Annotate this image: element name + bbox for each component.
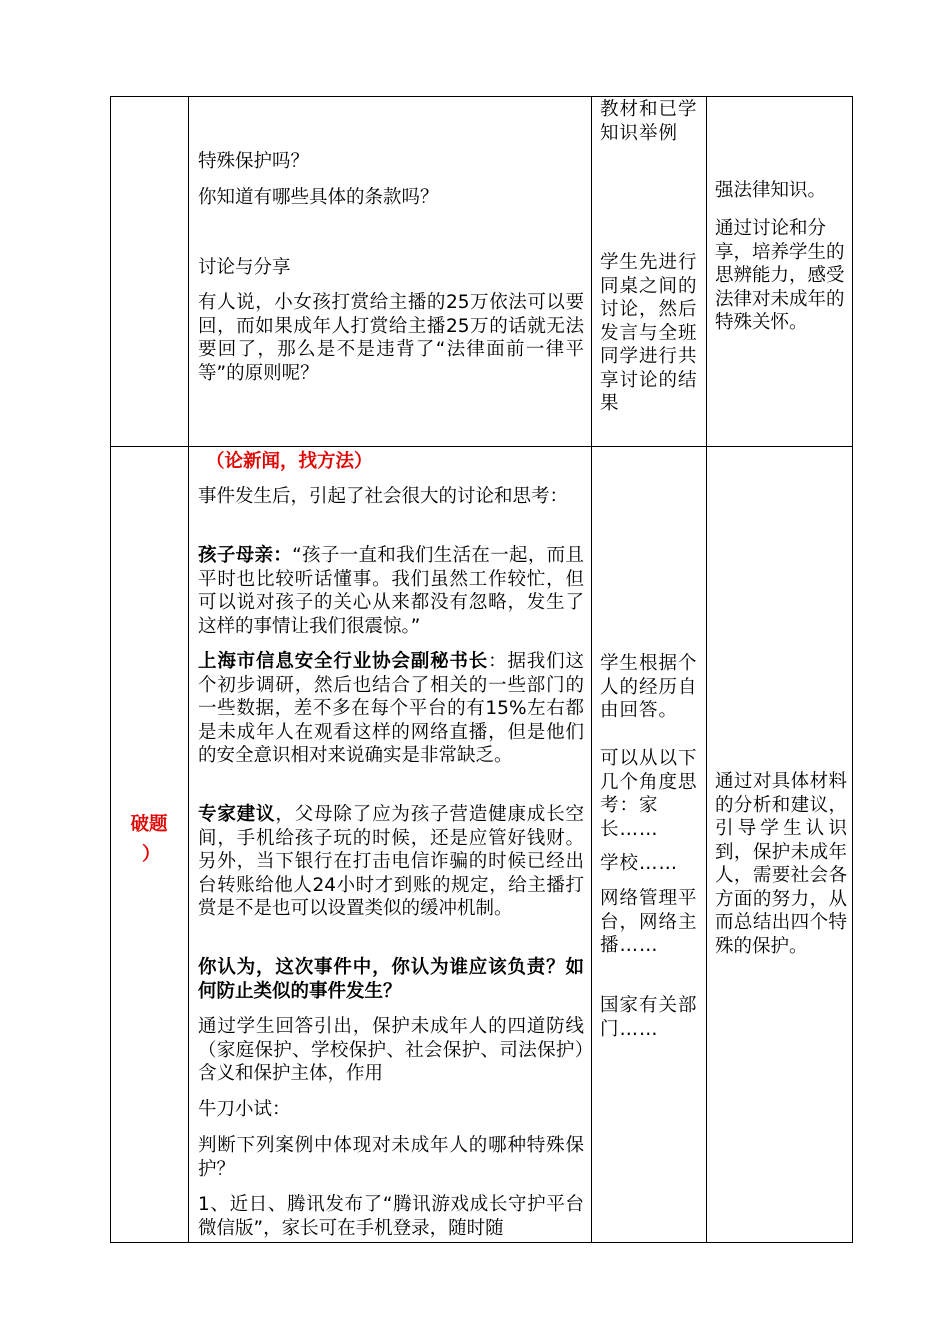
- speaker-mother: 孩子母亲：: [198, 545, 293, 566]
- intent-summary: 通过对具体材料的分析和建议，引导学生认识到，保护未成年人，需要社会各方面的努力，从而总结出四个特殊的保护。: [715, 771, 847, 957]
- table-border-left: [110, 96, 111, 1243]
- answer-platform: 网络管理平台，网络主播……: [600, 888, 698, 956]
- para-event-intro: 事件发生后，引起了社会很大的讨论和思考：: [198, 486, 569, 507]
- answer-school: 学校……: [600, 853, 679, 874]
- table-border-bottom: [110, 1242, 853, 1243]
- speaker-expert: 专家建议: [198, 804, 276, 825]
- quote-association: ：据我们这个初步调研，然后也结合了相关的一些部门的一些数据，差不多在每个平台的有15%左右都是未成年人在观看这样的网络直播，但是他们的安全意识相对来说确实是非常缺乏。: [198, 651, 584, 766]
- intent-2: 通过讨论和分享，培养学生的思辨能力，感受法律对未成年的特殊关怀。: [715, 218, 845, 333]
- answer-government: 国家有关部门……: [600, 995, 698, 1040]
- para-association: [198, 650, 584, 768]
- student-activity-1: 教材和已学知识举例: [600, 99, 698, 144]
- line-question-paragraph: 有人说，小女孩打赏给主播的25万依法可以要回，而如果成年人打赏给主播25万的话就无法要回了，那么是不是违背了“法律面前一律平等”的原则呢？: [198, 292, 584, 384]
- para-try: 牛刀小试：: [198, 1099, 291, 1120]
- para-four-lines: 通过学生回答引出，保护未成年人的四道防线（家庭保护、学校保护、社会保护、司法保护）含义和保护主体，作用: [198, 1016, 584, 1084]
- para-question: 你认为，这次事件中，你认为谁应该负责？如何防止类似的事件发生？: [198, 957, 584, 1002]
- quote-expert: ，父母除了应为孩子营造健康成长空间，手机给孩子玩的时候，还是应管好钱财。另外，当下银行在打击电信诈骗的时候已经出台转账给他人24小时才到账的规定，给主播打赏是不是也可以设置类似的缓冲机制。: [198, 804, 584, 919]
- line-which-clauses: 你知道有哪些具体的条款吗？: [198, 187, 439, 208]
- answer-angles: 可以从以下几个角度思考：家长……: [600, 748, 698, 840]
- row2-label-cell: [112, 810, 186, 870]
- para-case1: 1、近日、腾讯发布了“腾讯游戏成长守护平台微信版”，家长可在手机登录，随时随: [198, 1194, 584, 1239]
- line-special-protection: 特殊保护吗？: [198, 151, 310, 172]
- table-border-col2: [591, 96, 592, 1243]
- table-border-col1: [188, 96, 189, 1243]
- para-mother: [198, 544, 584, 638]
- stage-label-paren: ）: [142, 844, 161, 865]
- para-expert: [198, 803, 584, 921]
- section-heading: （论新闻，找方法）: [206, 451, 373, 472]
- stage-label: 破题: [130, 814, 168, 835]
- table-border-col3: [706, 96, 707, 1243]
- student-activity-2: 学生先进行同桌之间的讨论，然后发言与全班同学进行共享讨论的结果: [600, 252, 698, 414]
- speaker-association: 上海市信息安全行业协会副秘书长: [198, 651, 489, 672]
- table-border-top: [110, 96, 853, 97]
- quote-mother: “孩子一直和我们生活在一起，而且平时也比较听话懂事。我们虽然工作较忙，但可以说对孩子的关心从来都没有忽略，发生了这样的事情让我们很震惊。”: [198, 545, 584, 637]
- answer-intro: 学生根据个人的经历自由回答。: [600, 653, 698, 721]
- line-discuss-share: 讨论与分享: [198, 257, 291, 278]
- para-judge: 判断下列案例中体现对未成年人的哪种特殊保护？: [198, 1135, 584, 1180]
- table-row-divider: [110, 446, 853, 447]
- intent-1: 强法律知识。: [715, 180, 827, 201]
- table-border-right: [852, 96, 853, 1243]
